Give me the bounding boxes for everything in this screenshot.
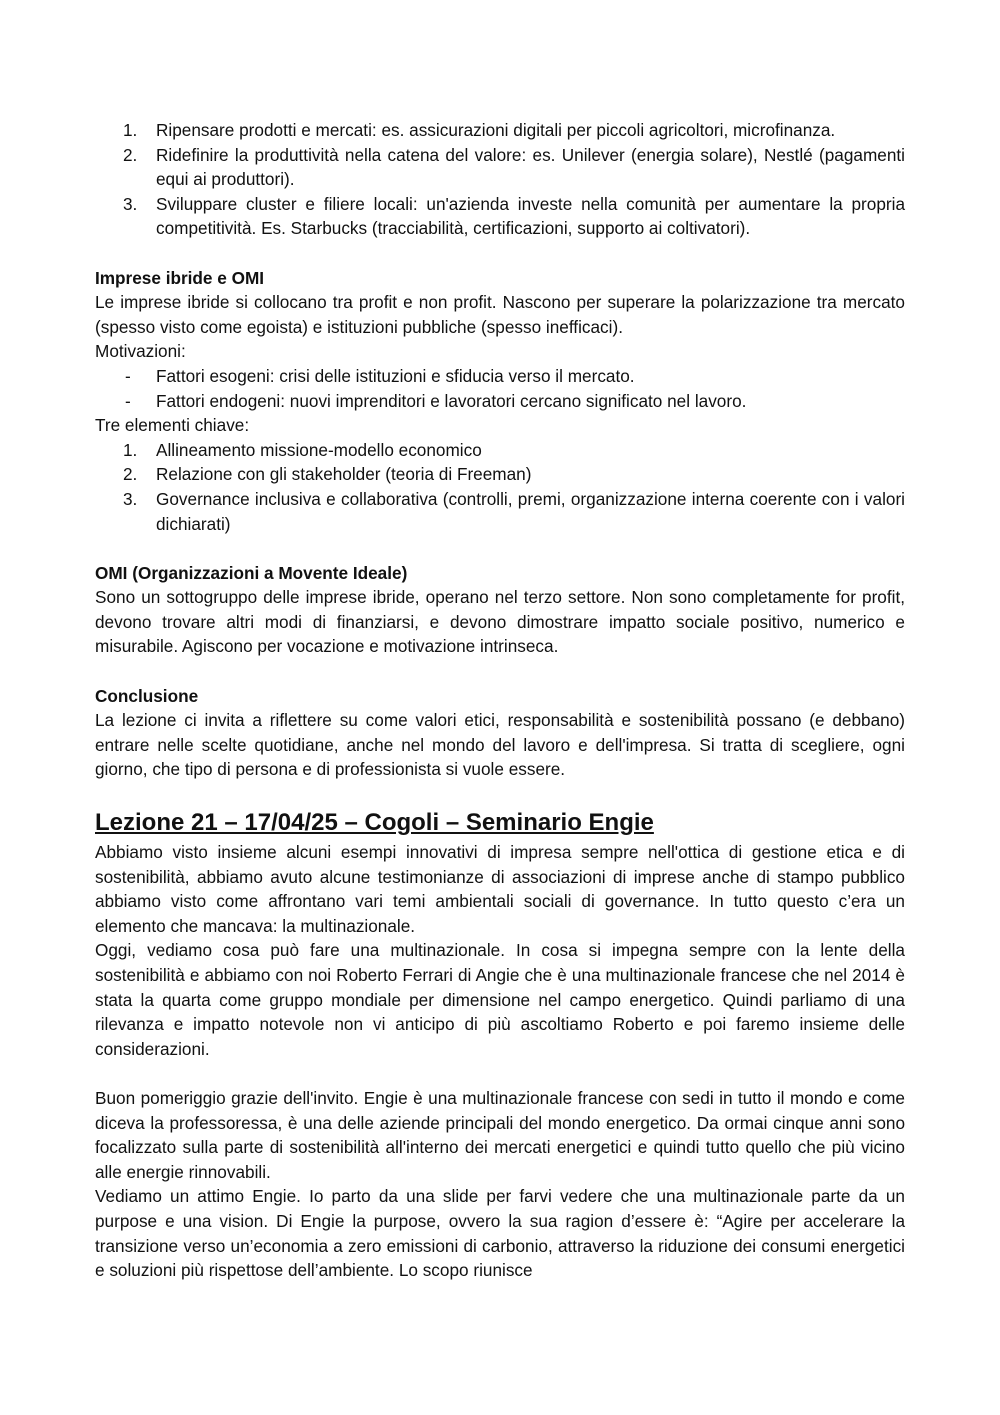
lesson-paragraph-3: Buon pomeriggio grazie dell'invito. Engie è una multinazionale francese con sedi in tutto il mondo e come diceva la professoressa, è una delle aziende principali del mondo energetico. Da ormai cinque anni sono focalizzato sulla parte di sostenibilità all'interno dei mercati energetici e quindi tutto quello che più vicino alle energie rinnovabili.: [95, 1087, 905, 1182]
list-item-text: Ripensare prodotti e mercati: es. assicurazioni digitali per piccoli agricoltori, microfinanza.: [156, 120, 836, 140]
list-item: [95, 143, 905, 192]
spacer: [95, 1061, 905, 1086]
list-number: 2.: [123, 144, 138, 165]
spacer: [95, 536, 905, 561]
list-item-text: Fattori esogeni: crisi delle istituzioni e sfiducia verso il mercato.: [156, 365, 635, 386]
list-number: 1.: [123, 120, 138, 140]
list-item: [95, 118, 905, 143]
spacer: [95, 241, 905, 266]
spacer: [95, 659, 905, 684]
section-heading-conclusion: Conclusione: [95, 685, 199, 706]
list-item: [95, 389, 905, 414]
motivations-label: Motivazioni:: [95, 341, 186, 362]
section-heading-hybrid: Imprese ibride e OMI: [95, 267, 265, 288]
list-number: 2.: [123, 464, 138, 485]
list-item-text: Governance inclusiva e collaborativa (controlli, premi, organizzazione interna coerente con i valori dichiarati): [156, 488, 905, 534]
list-number: 3.: [123, 488, 138, 509]
lesson-paragraph-1: Abbiamo visto insieme alcuni esempi innovativi di impresa sempre nell'ottica di gestione etica e di sostenibilità, abbiamo avuto alcune testimonianze di associazioni di imprese anche di stampo pubblico abbiamo visto come affrontano vari temi ambientali sociali di governance. In tutto questo c’era un elemento che mancava: la multinazionale.: [95, 842, 905, 936]
elements-label: Tre elementi chiave:: [95, 415, 250, 436]
document-page: [95, 118, 905, 1283]
list-number: 3.: [123, 193, 138, 214]
lesson-paragraph-4: Vediamo un attimo Engie. Io parto da una slide per farvi vedere che una multinazionale parte da un purpose e una vision. Di Engie la purpose, ovvero la sua ragion d’essere è: “Agire per accelerare la transizione verso un’economia a zero emissioni di carbonio, attraverso la riduzione dei consumi energetici e soluzioni più rispettose dell’ambiente. Lo scopo riunisce: [95, 1186, 905, 1281]
elements-list: [95, 438, 905, 536]
list-item: [95, 364, 905, 389]
list-item: [95, 487, 905, 536]
bullet-dash: -: [125, 365, 131, 386]
bullet-dash: -: [125, 390, 131, 411]
list-item-text: Fattori endogeni: nuovi imprenditori e lavoratori cercano significato nel lavoro.: [156, 390, 747, 411]
list-item: [95, 438, 905, 463]
lesson-title: Lezione 21 – 17/04/25 – Cogoli – Seminario Engie: [95, 809, 654, 837]
list-number: 1.: [123, 439, 138, 460]
list-item-text: Ridefinire la produttività nella catena del valore: es. Unilever (energia solare), Nestlé (pagamenti equi ai produttori).: [156, 144, 905, 190]
list-item: [95, 462, 905, 487]
list-item-text: Relazione con gli stakeholder (teoria di Freeman): [156, 464, 532, 485]
section-heading-omi: OMI (Organizzazioni a Movente Ideale): [95, 562, 408, 583]
lesson-heading-wrap: [95, 806, 905, 840]
hybrid-intro: Le imprese ibride si collocano tra profit e non profit. Nascono per superare la polarizzazione tra mercato (spesso visto come egoista) e istituzioni pubbliche (spesso inefficaci).: [95, 292, 905, 337]
list-item-text: Sviluppare cluster e filiere locali: un'azienda investe nella comunità per aumentare la propria competitività. Es. Starbucks (tracciabilità, certificazioni, supporto ai coltivatori).: [156, 193, 905, 239]
list-item-text: Allineamento missione-modello economico: [156, 439, 482, 460]
lesson-paragraph-2: Oggi, vediamo cosa può fare una multinazionale. In cosa si impegna sempre con la lente della sostenibilità e abbiamo con noi Roberto Ferrari di Angie che è una multinazionale francese che nel 2014 è stata la quarta come gruppo mondiale per dimensione nel campo energetico. Quindi parliamo di una rilevanza e impatto notevole non vi anticipo di più ascoltiamo Roberto e poi faremo insieme delle considerazioni.: [95, 940, 905, 1059]
top-numbered-list: [95, 118, 905, 241]
omi-text: Sono un sottogruppo delle imprese ibride, operano nel terzo settore. Non sono completamente for profit, devono trovare altri modi di finanziarsi, e devono dimostrare impatto sociale positivo, numerico e misurabile. Agiscono per vocazione e motivazione intrinseca.: [95, 587, 905, 657]
motivations-list: [95, 364, 905, 413]
conclusion-text: La lezione ci invita a riflettere su come valori etici, responsabilità e sostenibilità possano (e debbano) entrare nelle scelte quotidiane, anche nel mondo del lavoro e dell'impresa. Si tratta di scegliere, ogni giorno, che tipo di persona e di professionista si vuole essere.: [95, 710, 905, 780]
list-item: [95, 192, 905, 241]
